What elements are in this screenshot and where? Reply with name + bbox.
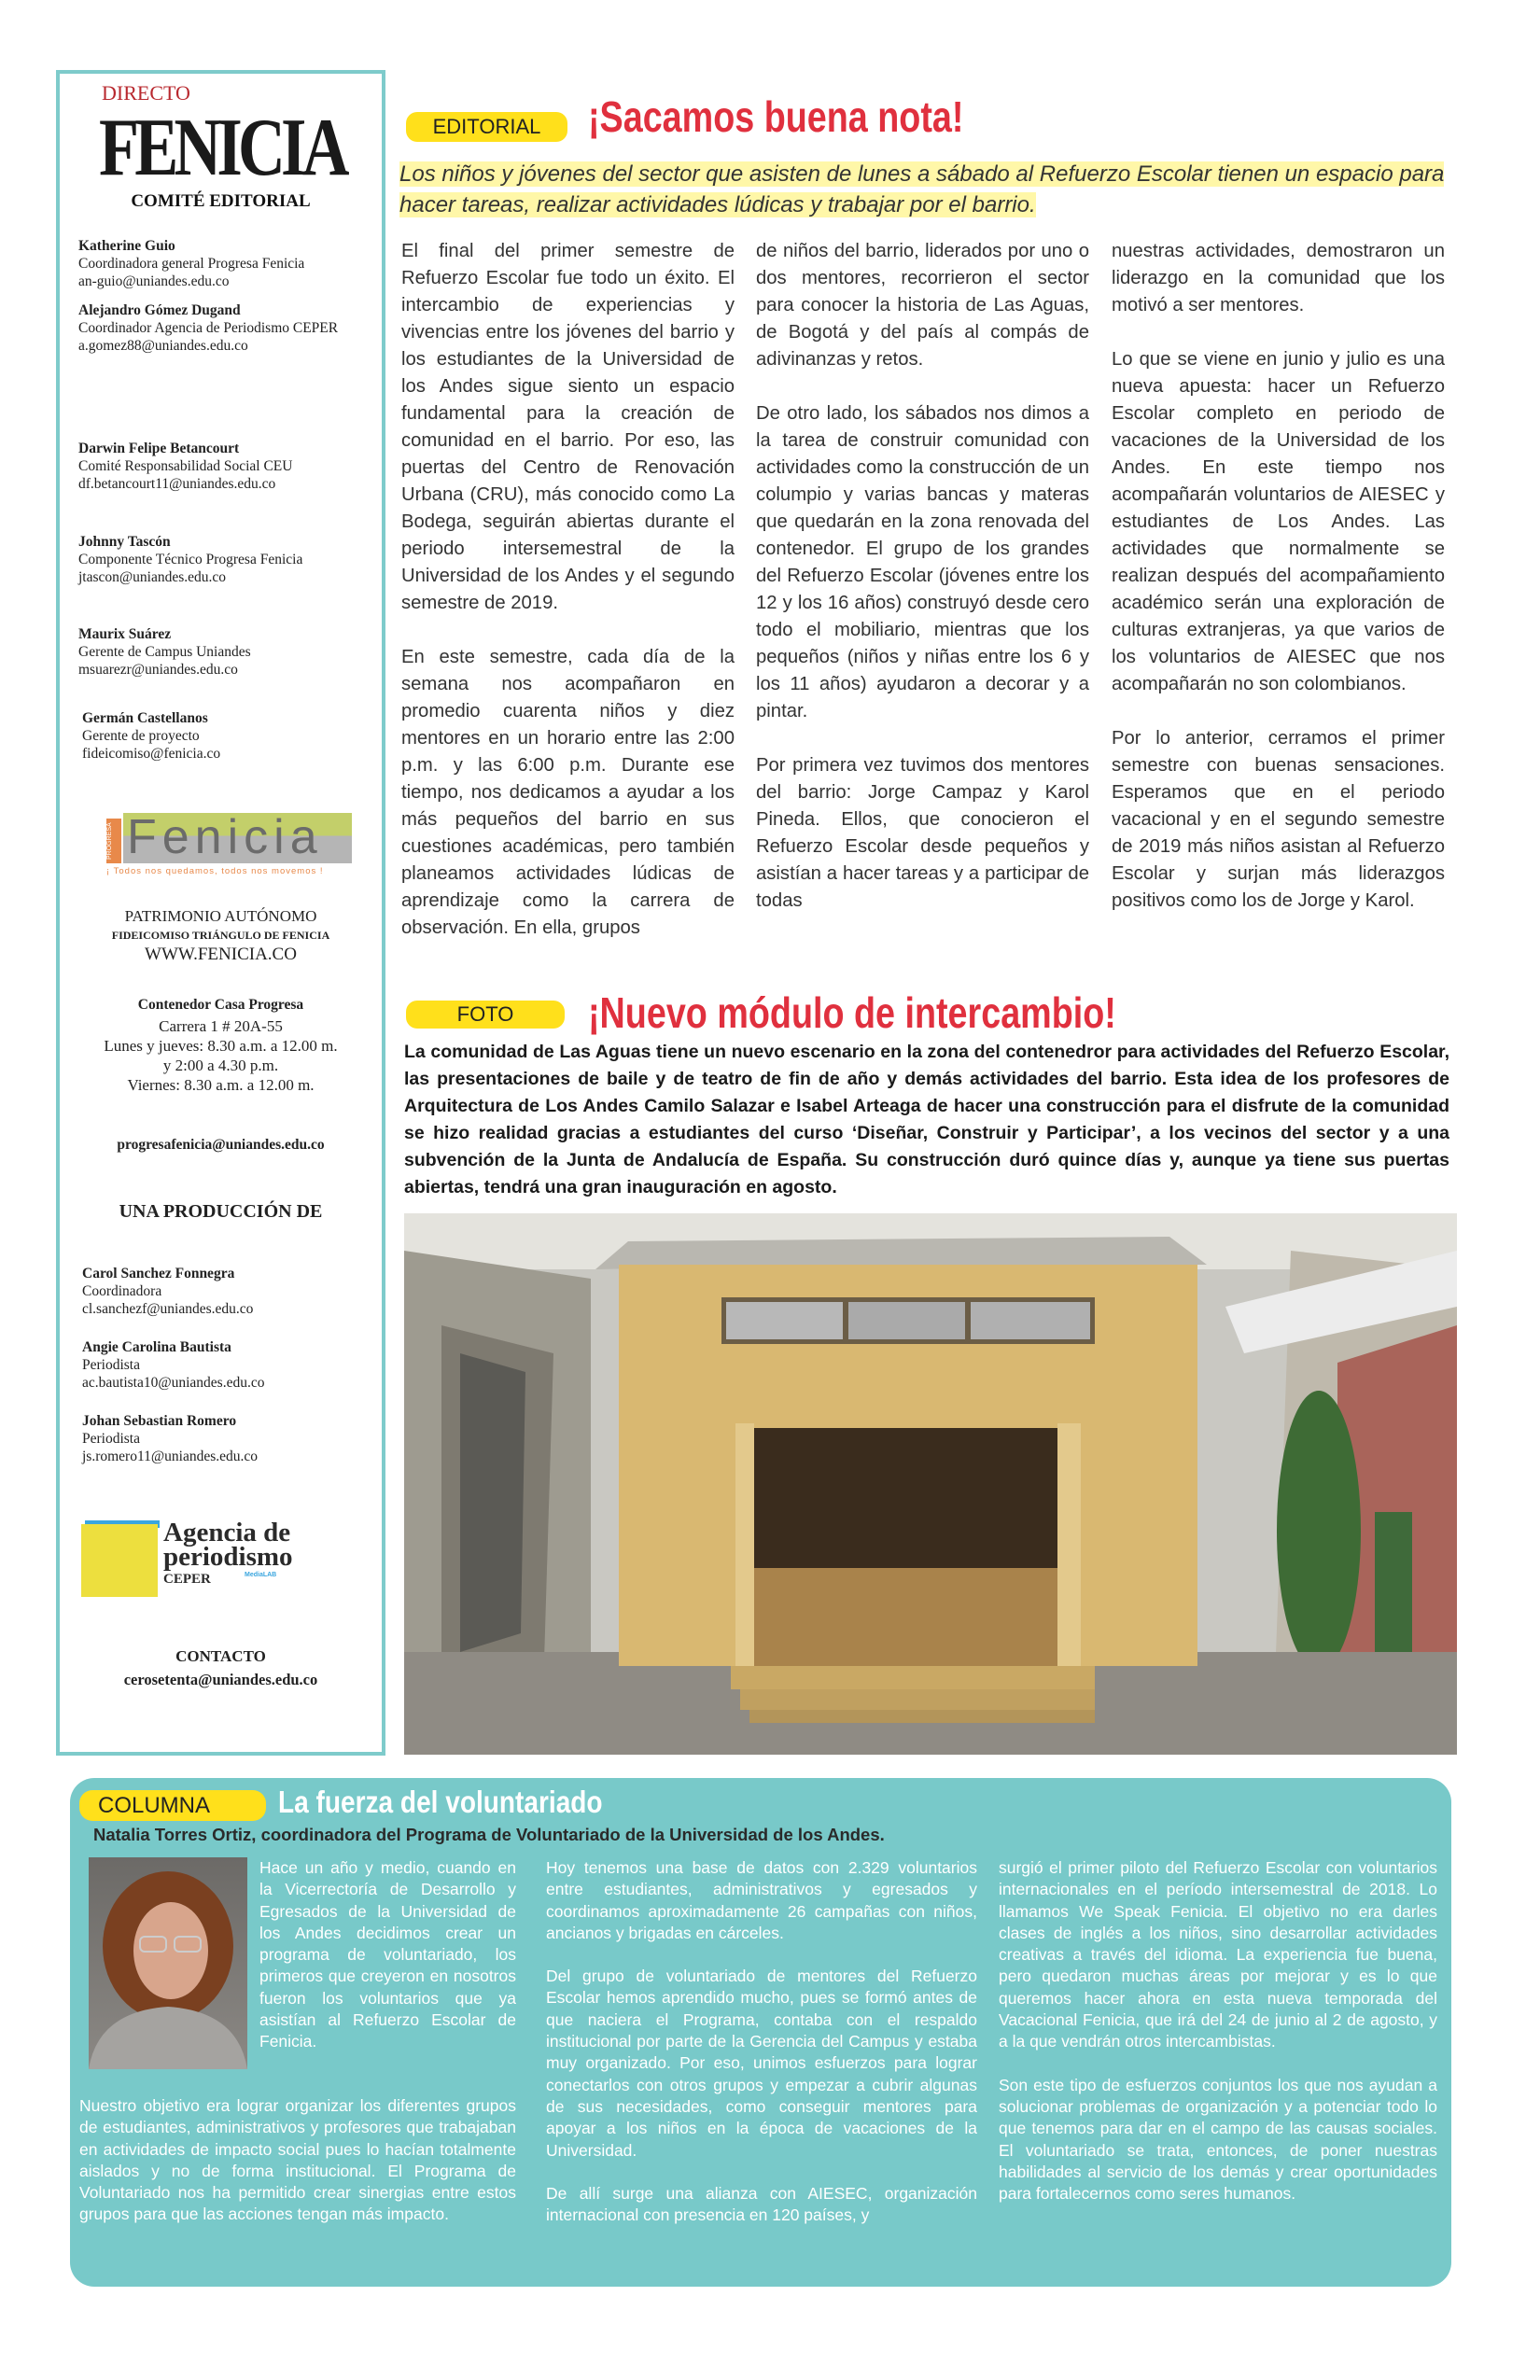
patrimonio-label: PATRIMONIO AUTÓNOMO — [124, 907, 317, 925]
committee-member — [78, 533, 377, 586]
member-role: Coordinadora general Progresa Fenicia — [78, 256, 305, 272]
logo-fenicia: FENICIA — [99, 103, 345, 193]
member-role: Componente Técnico Progresa Fenicia — [78, 552, 303, 567]
committee-member — [78, 440, 377, 493]
member-role: Comité Responsabilidad Social CEU — [78, 458, 293, 474]
fideicomiso-label: FIDEICOMISO TRIÁNGULO DE FENICIA — [111, 929, 330, 942]
member-role: Gerente de proyecto — [82, 728, 200, 744]
member-name: Darwin Felipe Betancourt — [78, 441, 240, 456]
address-block: Carrera 1 # 20A-55 Lunes y jueves: 8.30 a.m. a 12.00 m. y 2:00 a 4.30 p.m. Viernes: 8.30 a.m. a 12.00 m. — [104, 1017, 338, 1094]
sidebar — [56, 70, 385, 1756]
committee-member — [82, 709, 381, 763]
member-role: Gerente de Campus Uniandes — [78, 644, 251, 660]
contact-email-progresa[interactable]: progresafenicia@uniandes.edu.co — [117, 1137, 325, 1153]
address-title: Contenedor Casa Progresa — [137, 997, 304, 1013]
production-heading: UNA PRODUCCIÓN DE — [119, 1201, 323, 1222]
columna-intro: Hace un año y medio, cuando en la Vicerrectoría de Desarrollo y Egresados de la Universidad de los Andes decidimos crear un programa de voluntariado, los primeros que creyeron en nosotros fueron los voluntarios que ya asistían al Refuerzo Escolar de Fenicia. — [259, 1858, 516, 2051]
editorial-column-3: nuestras actividades, demostraron un liderazgo en la comunidad que los motivó a ser mentores. Lo que se viene en junio y julio es una nueva apuesta: hacer un Refuerzo Escolar completo en periodo de vacaciones de la Universidad de los Andes. En este tiempo nos acompañarán voluntarios de AIESEC y estudiantes de Los Andes. Las actividades que normalmente se realizan después del acompañamiento académico serán una exploración de culturas extranjeras, ya que varios de los voluntarios de AIESEC que nos acompañarán no son colombianos. Por lo anterior, cerramos el primer semestre con buenas sensaciones. Esperamos que en el periodo vacacional y en el segundo semestre de 2019 más niños asistan al Refuerzo Escolar y surjan más liderazgos positivos como los de Jorge y Karol. — [1112, 241, 1445, 911]
foto-lead: La comunidad de Las Aguas tiene un nuevo escenario en la zona del contenedror para actividades del Refuerzo Escolar, las presentaciones de baile y de teatro de fin de año y demás actividades del barrio. Esta idea de los profesores de Arquitectura de Los Andes Camilo Salazar e Isabel Arteaga de hacer una construcción para el disfrute de la comunidad se hizo realidad gracias a estudiantes del curso ‘Diseñar, Construir y Participar’, a los vecinos del sector y a una subvención de la Junta de Andalucía de España. Su construcción duró quince días y, aunque ya tiene sus puertas abiertas, tendrá una gran inauguración en agosto. — [404, 1042, 1449, 1197]
logo-directo: DIRECTO — [102, 81, 190, 105]
member-role: Coordinador Agencia de Periodismo CEPER — [78, 320, 339, 336]
editorial-tag: EDITORIAL — [406, 112, 567, 142]
member-email[interactable]: fideicomiso@fenicia.co — [82, 746, 221, 762]
committee-member — [78, 237, 377, 290]
contact-heading: CONTACTO — [175, 1647, 266, 1665]
member-name: Alejandro Gómez Dugand — [78, 302, 241, 318]
member-name: Katherine Guio — [78, 238, 175, 254]
author-photo — [89, 1857, 247, 2069]
member-email[interactable]: a.gomez88@uniandes.edu.co — [78, 338, 248, 354]
member-email[interactable]: jtascon@uniandes.edu.co — [78, 569, 227, 585]
foto-tag: FOTO — [406, 1001, 565, 1029]
editorial-column-2: de niños del barrio, liderados por uno o dos mentores, recorrieron el sector para conocer la historia de Las Aguas, de Bogotá y del país al compás de adivinanzas y retos. De otro lado, los sábados nos dimos a la tarea de construir comunidad con actividades como la construcción de un columpio y varias bancas y materas que quedarán en la zona renovada del contenedor. El grupo de los grandes del Refuerzo Escolar (jóvenes entre los 12 y los 16 años) construyó desde cero todo el mobiliario, mientras que los pequeños (niños y niñas entre los 6 y los 11 años) ayudaron a decorar y a pintar. Por primera vez tuvimos dos mentores del barrio: Jorge Campaz y Karol Pineda. Ellos, que conocieron el Refuerzo Escolar desde pequeños y asistían a hacer tareas y a participar de todas — [756, 241, 1089, 911]
member-name: Germán Castellanos — [82, 710, 208, 726]
editorial-column-1: El final del primer semestre de Refuerzo Escolar fue todo un éxito. El intercambio de experiencias y vivencias entre los jóvenes del barrio y los estudiantes de la Universidad de los Andes sigue siento un espacio fundamental para la creación de comunidad en el barrio. Por eso, las puertas del Centro de Renovación Urbana (CRU), más conocido como La Bodega, seguirán abiertas durante el periodo intersemestral de la Universidad de los Andes y el segundo semestre de 2019. En este semestre, cada día de la semana nos acompañaron en promedio cuarenta niños y diez mentores en un horario entre las 2:00 p.m. y las 6:00 p.m. Durante ese tiempo, nos dedicamos a ayudar a los más pequeños del barrio en sus cuestiones académicas, pero también planeamos actividades lúdicas de aprendizaje como la carrera de observación. En ella, grupos — [401, 241, 735, 938]
production-member: Johan Sebastian Romero Periodista js.romero11@uniandes.edu.co — [82, 1413, 259, 1464]
editorial-subhead: Los niños y jóvenes del sector que asisten de lunes a sábado al Refuerzo Escolar tienen un espacio para hacer tareas, realizar actividades lúdicas y trabajar por el barrio. — [399, 161, 1445, 217]
columna-title: La fuerza del voluntariado — [278, 1785, 603, 1819]
agencia-periodismo-logo: Agencia de periodismo MediaLAB CEPER — [81, 1520, 361, 1600]
production-member: Angie Carolina Bautista Periodista ac.bautista10@uniandes.edu.co — [82, 1339, 265, 1391]
shed-photo — [404, 1213, 1457, 1755]
progresa-fenicia-logo: PROGRESA Fenicia ¡ Todos nos quedamos, todos nos movemos ! — [106, 811, 354, 878]
website-link[interactable]: WWW.FENICIA.CO — [145, 945, 297, 964]
committee-heading: COMITÉ EDITORIAL — [131, 191, 311, 211]
columna-text-1: Nuestro objetivo era lograr organizar los diferentes grupos de estudiantes, administrativos y profesores que trabajaban en actividades de impacto social pues lo hacían totalmente aislados y no de forma institucional. El Programa de Voluntariado nos ha permitido crear sinergias entre estos grupos para que las acciones tengan más impacto. — [79, 2096, 516, 2224]
member-name: Johnny Tascón — [78, 534, 171, 550]
columna-text-2: Hoy tenemos una base de datos con 2.329 voluntarios entre estudiantes, administrativos y egresados y coordinamos aproximadamente 26 campañas con niños, ancianos y brigadas en cárceles. Del grupo de voluntariado de mentores del Refuerzo Escolar hemos aprendido mucho, pues se formó antes de que naciera el Programa, contaba con el respaldo institucional por parte de la Gerencia del Campus y estaba muy organizado. Por eso, unimos esfuerzos para lograr conectarlos con otros grupos y empezar a cubrir algunas de sus necesidades, como conseguir mentores para apoyar a los niños en la época de vacaciones de la Universidad. De allí surge una alianza con AIESEC, organización internacional con presencia en 120 países, y — [546, 1858, 977, 2225]
committee-member — [78, 625, 377, 679]
editorial-title: ¡Sacamos buena nota! — [588, 92, 964, 141]
contact-email[interactable]: cerosetenta@uniandes.edu.co — [123, 1671, 318, 1688]
columna-byline: Natalia Torres Ortiz, coordinadora del Programa de Voluntariado de la Universidad de los Andes. — [93, 1825, 885, 1844]
foto-title: ¡Nuevo módulo de intercambio! — [588, 988, 1116, 1037]
member-email[interactable]: df.betancourt11@uniandes.edu.co — [78, 476, 276, 492]
member-email[interactable]: an-guio@uniandes.edu.co — [78, 273, 230, 289]
production-member: Carol Sanchez Fonnegra Coordinadora cl.sanchezf@uniandes.edu.co — [82, 1266, 254, 1317]
committee-member — [78, 301, 377, 355]
columna-text-3: surgió el primer piloto del Refuerzo Escolar con voluntarios internacionales en el período intersemestral de 2018. Lo llamamos We Speak Fenicia. El objetivo no era darles clases de inglés a los niños, sino desarrollar actividades creativas a través del idioma. La experiencia fue buena, pero quedaron muchas áreas por mejorar y es lo que queremos hacer ahora en esta nueva temporada del Vacacional Fenicia, que irá del 24 de junio al 2 de agosto, y a la que vendrán otros intercambistas. Son este tipo de esfuerzos conjuntos los que nos ayudan a solucionar problemas de organización y a potenciar todo lo que tenemos para dar en el campo de las causas sociales. El voluntariado se trata, entonces, de poner nuestras habilidades al servicio de los demás y crear oportunidades para fortalecernos como seres humanos. — [999, 1858, 1437, 2204]
columna-section — [70, 1778, 1451, 2287]
member-email[interactable]: msuarezr@uniandes.edu.co — [78, 662, 238, 678]
member-name: Maurix Suárez — [78, 626, 172, 642]
columna-tag: COLUMNA — [79, 1790, 266, 1821]
